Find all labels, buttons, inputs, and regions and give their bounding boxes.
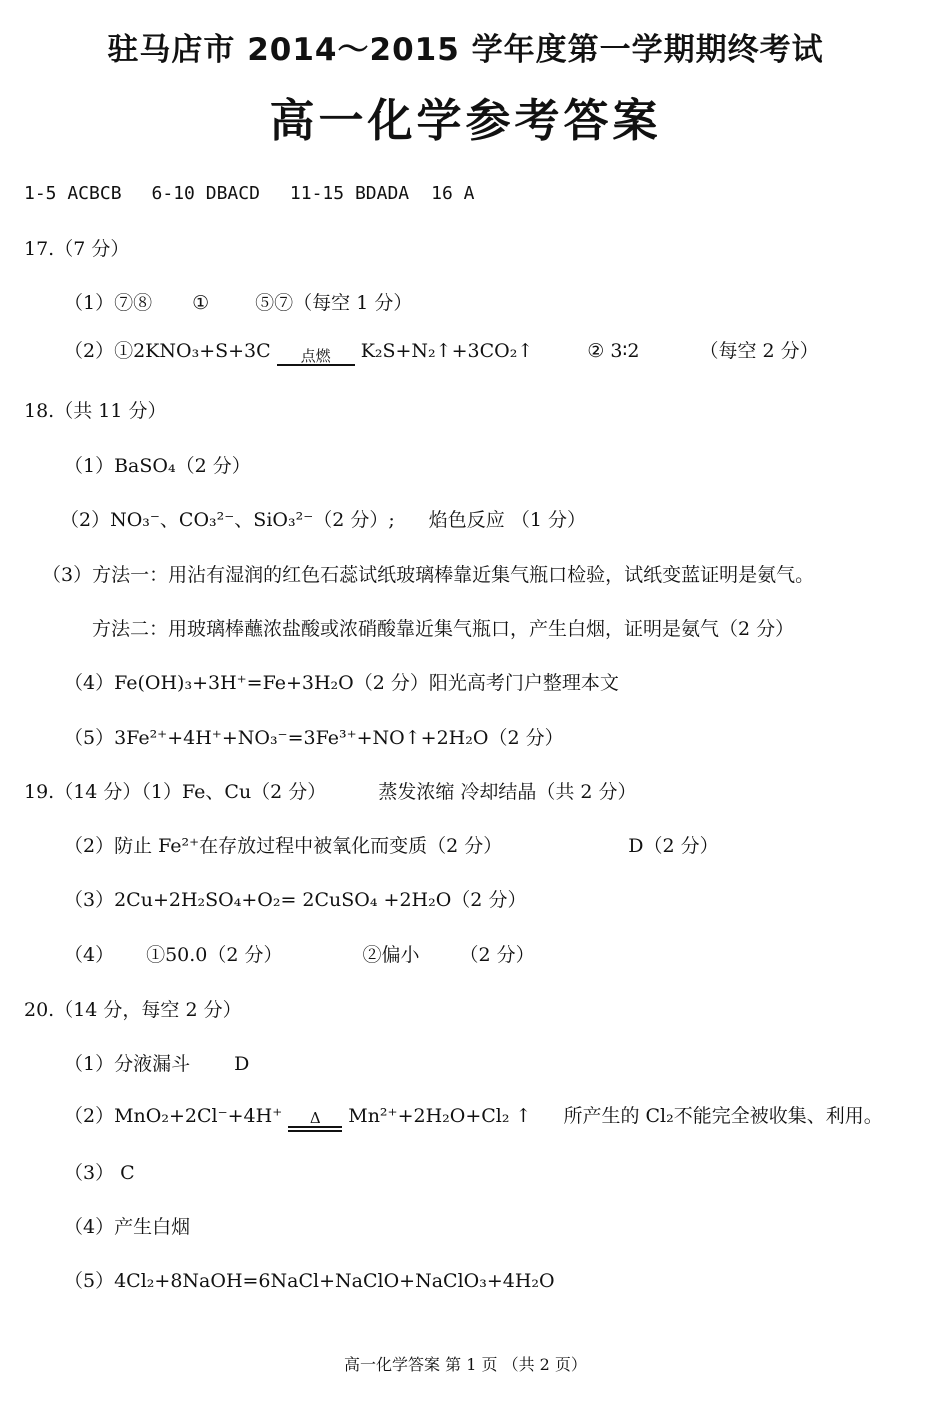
q20-part4: （4）产生白烟 (64, 1216, 191, 1238)
q18-part2-flame-test: 焰色反应 （1 分） (428, 509, 586, 531)
equation-bar (288, 1130, 342, 1132)
q18-part2 (60, 507, 586, 533)
q20-part2 (64, 1100, 883, 1132)
q19-part1-operations: 蒸发浓缩 冷却结晶（共 2 分） (378, 781, 637, 803)
q17-ratio-answer: ② 3∶2 (587, 340, 640, 362)
q17-part2-score: （每空 2 分） (699, 340, 819, 362)
q20-part1-answer-b: D (234, 1053, 250, 1075)
q19-part4-score: （2 分） (459, 944, 535, 966)
q18-part2-ions: （2）NO₃⁻、CO₃²⁻、SiO₃²⁻（2 分）; (60, 509, 395, 531)
q18-part3-method1: （3）方法一：用沾有湿润的红色石蕊试纸玻璃棒靠近集气瓶口检验，试纸变蓝证明是氨气。 (42, 564, 815, 586)
q17-part1-answer-b: ① (192, 292, 210, 314)
q17-part2-label: （2） (64, 340, 115, 362)
q17-part2 (64, 336, 819, 366)
page-footer: 高一化学答案 第 1 页 （共 2 页） (344, 1355, 587, 1374)
choice-group-4: 16 A (431, 183, 475, 204)
q19-part1: 19.（14 分）（1）Fe、Cu（2 分） (24, 781, 327, 803)
q17-part1 (64, 290, 412, 316)
document-subtitle: 高一化学参考答案 (269, 94, 662, 147)
q18-heading: 18.（共 11 分） (24, 400, 167, 422)
choice-group-2: 6-10 DBACD (151, 183, 260, 204)
choice-answers (24, 181, 475, 207)
q20-part2-note: 所产生的 Cl₂不能完全被收集、利用。 (563, 1105, 883, 1127)
q17-part1-label: （1） (64, 292, 115, 314)
q19-part4-answer-b: ②偏小 (362, 944, 420, 966)
q17-heading: 17.（7 分） (24, 238, 130, 260)
choice-group-1: 1-5 ACBCB (24, 183, 122, 204)
q20-part3: （3） C (64, 1162, 135, 1184)
reaction-condition (277, 348, 355, 366)
heat-condition-label: Δ (309, 1109, 321, 1127)
q17-equation-right: K₂S+N₂↑+3CO₂↑ (360, 340, 534, 362)
q18-part4: （4）Fe(OH)₃+3H⁺=Fe+3H₂O（2 分）阳光高考门户整理本文 (64, 672, 619, 694)
q20-part1-answer-a: （1）分液漏斗 (64, 1053, 191, 1075)
q19-part2 (64, 833, 719, 859)
q20-part5: （5）4Cl₂+8NaOH=6NaCl+NaClO+NaClO₃+4H₂O (64, 1270, 555, 1292)
reaction-condition (288, 1110, 342, 1132)
q18-part1: （1）BaSO₄（2 分） (64, 455, 251, 477)
q17-equation-left: ①2KNO₃+S+3C (114, 340, 271, 362)
ignite-condition-label: 点燃 (300, 347, 331, 365)
q19-part4-answer-a: ①50.0（2 分） (146, 944, 283, 966)
q17-part1-answer-a: ⑦⑧ (114, 292, 153, 314)
q19-heading (24, 779, 637, 805)
q18-part5: （5）3Fe²⁺+4H⁺+NO₃⁻=3Fe³⁺+NO↑+2H₂O（2 分） (64, 727, 564, 749)
q19-part4 (64, 942, 535, 968)
q20-equation-left: （2）MnO₂+2Cl⁻+4H⁺ (64, 1105, 283, 1127)
q19-part3: （3）2Cu+2H₂SO₄+O₂= 2CuSO₄ +2H₂O（2 分） (64, 889, 527, 911)
q19-part2-answer-b: D（2 分） (628, 835, 719, 857)
q17-part1-answer-c: ⑤⑦（每空 1 分） (255, 292, 413, 314)
document-title: 驻马店市 2014～2015 学年度第一学期期终考试 (107, 32, 824, 68)
q19-part2-answer-a: （2）防止 Fe²⁺在存放过程中被氧化而变质（2 分） (64, 835, 503, 857)
q20-part1 (64, 1051, 249, 1077)
choice-group-3: 11-15 BDADA (289, 183, 410, 204)
q20-heading: 20.（14 分，每空 2 分） (24, 999, 242, 1021)
q18-part3-method2: 方法二：用玻璃棒蘸浓盐酸或浓硝酸靠近集气瓶口，产生白烟，证明是氨气（2 分） (92, 618, 795, 640)
q19-part4-label: （4） (64, 944, 115, 966)
q20-equation-right: Mn²⁺+2H₂O+Cl₂ ↑ (348, 1105, 532, 1127)
